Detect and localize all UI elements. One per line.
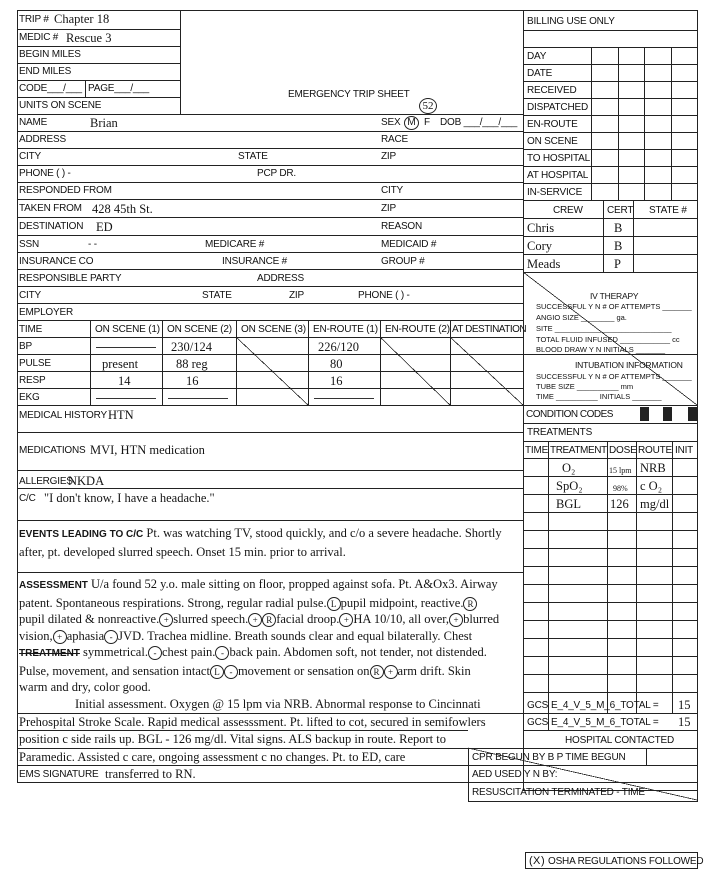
ekg-onscene1-blank — [96, 398, 156, 399]
osha-mark-open: ( — [529, 855, 533, 867]
assessment-line-3a: pupil dilated & nonreactive. — [19, 612, 160, 626]
insurance-co-label: INSURANCE CO — [19, 256, 94, 267]
treat-1-treatment[interactable]: O₂ — [562, 461, 576, 475]
allergies-value[interactable]: NKDA — [68, 474, 105, 488]
gcs-row-1[interactable]: E_4_V_5_M_6_TOTAL = — [551, 700, 659, 711]
treatments-title: TREATMENTS — [527, 427, 593, 438]
medicare-label: MEDICARE # — [205, 239, 265, 250]
iv-line-3: SITE ____________________________ — [536, 324, 672, 333]
plus-circle-icon: + — [449, 613, 463, 627]
crew-3-cert[interactable]: P — [614, 257, 621, 271]
plus-circle-icon: + — [384, 665, 398, 679]
city2-label: CITY — [381, 185, 403, 196]
aed-used-label: AED USED Y N BY: — [472, 769, 558, 780]
phone3-label: PHONE ( ) - — [358, 290, 410, 301]
crew-2-cert[interactable]: B — [614, 239, 623, 253]
billing-onscene: ON SCENE — [527, 136, 578, 147]
cpr-begun-label: CPR BEGUN BY B P TIME BEGUN — [472, 752, 626, 763]
treatment-line-2: Prehospital Stroke Scale. Rapid medical assesssment. Pt. lifted to cot, secured in semifowlers — [19, 714, 486, 729]
pulse-onscene1[interactable]: present — [102, 357, 139, 371]
billing-title: BILLING USE ONLY — [527, 16, 615, 27]
treatment-line-4: Paramedic. Assisted c care, ongoing assessment c no changes. Pt. to ED, care — [19, 749, 406, 764]
billing-day: DAY — [527, 51, 547, 62]
state-label: STATE — [238, 151, 268, 162]
vitals-col-enroute1: EN-ROUTE (1) — [313, 324, 378, 335]
treat-2-route[interactable]: c O₂ — [640, 479, 663, 493]
gcs-total-1[interactable]: 15 — [678, 698, 691, 712]
zip3-label: ZIP — [289, 290, 304, 301]
sex-m[interactable]: M — [404, 116, 419, 130]
treat-col-dose: DOSE — [609, 445, 637, 456]
assessment-line-1: U/a found 52 y.o. male sitting on floor, propped against sofa. Pt. A&Ox3. Airway — [91, 577, 498, 591]
zip-label: ZIP — [381, 151, 396, 162]
trip-value[interactable]: Chapter 18 — [54, 12, 110, 26]
trip-label: TRIP # — [19, 14, 49, 25]
responsible-label: RESPONSIBLE PARTY — [19, 273, 122, 284]
treatment-paragraph[interactable] — [19, 696, 524, 766]
iv-line-5: BLOOD DRAW Y N INITIALS _______ — [536, 345, 666, 354]
medic-label: MEDIC # — [19, 32, 59, 43]
name-label: NAME — [19, 117, 48, 128]
minus-circle-icon: - — [224, 665, 238, 679]
treat-col-time: TIME — [525, 445, 549, 456]
assessment-line-6a: Pulse, movement, and sensation intact — [19, 663, 210, 678]
vitals-col-onscene2: ON SCENE (2) — [167, 324, 232, 335]
plus-circle-icon: + — [159, 613, 173, 627]
insurance-num-label: INSURANCE # — [222, 256, 288, 267]
assessment-line-2a: patent. Spontaneous respirations. Strong, regular radial pulse. — [19, 595, 327, 610]
city-label: CITY — [19, 151, 41, 162]
resp-onscene1[interactable]: 14 — [118, 374, 131, 388]
billing-tohospital: TO HOSPITAL — [527, 153, 591, 164]
destination-value[interactable]: ED — [96, 220, 113, 234]
state3-label: STATE — [202, 290, 232, 301]
responded-label: RESPONDED FROM — [19, 185, 112, 196]
plus-circle-icon: + — [248, 613, 262, 627]
intubation-line-1: SUCCESSFUL Y N # OF ATTEMPTS _______ — [536, 372, 692, 381]
cc-label: C/C — [19, 493, 36, 504]
assessment-line-4a: vision, — [19, 628, 53, 643]
treat-3-dose[interactable]: 126 — [610, 497, 629, 511]
assessment-line-3b: slurred speech. — [173, 612, 249, 626]
assessment-paragraph[interactable] — [19, 576, 519, 696]
allergies-label: ALLERGIES — [19, 476, 73, 487]
page-label: PAGE___/___ — [88, 83, 149, 94]
taken-label: TAKEN FROM — [19, 203, 82, 214]
reason-label: REASON — [381, 221, 423, 232]
treat-3-treatment[interactable]: BGL — [556, 497, 581, 511]
assessment-line-2b: pupil midpoint, reactive. — [340, 595, 464, 610]
minus-circle-icon: - — [148, 646, 162, 660]
dob-label: DOB ___/___/___ — [440, 117, 518, 128]
resp-enroute1[interactable]: 16 — [330, 374, 343, 388]
billing-athospital: AT HOSPITAL — [527, 170, 589, 181]
billing-inservice: IN-SERVICE — [527, 187, 583, 198]
ekg-enroute1-blank — [314, 398, 374, 399]
treatment-label: TREATMENT — [19, 648, 80, 659]
intubation-title: INTUBATION INFORMATION — [575, 360, 683, 370]
gcs-label-2: GCS — [527, 717, 549, 728]
destination-label: DESTINATION — [19, 221, 84, 232]
form-title: EMERGENCY TRIP SHEET — [288, 89, 410, 100]
bp-onscene2[interactable]: 230/124 — [171, 340, 212, 354]
ekg-onscene2-blank — [168, 398, 228, 399]
right-circle-icon: R — [262, 613, 276, 627]
pcp-label: PCP DR. — [257, 168, 296, 179]
employer-label: EMPLOYER — [19, 307, 73, 318]
vitals-col-onscene3: ON SCENE (3) — [241, 324, 306, 335]
cc-value[interactable]: "I don't know, I have a headache." — [44, 491, 215, 505]
vitals-row-bp: BP — [19, 341, 32, 352]
ssn-dashes: - - — [88, 239, 97, 250]
assessment-line-5a: symmetrical. — [83, 645, 148, 659]
code-label: CODE___/___ — [19, 83, 82, 94]
osha-label: OSHA REGULATIONS FOLLOWED — [548, 856, 704, 867]
events-line-1: Pt. was watching TV, stood quickly, and c/o a severe headache. Shortly — [146, 526, 502, 540]
treat-2-dose[interactable]: 98% — [613, 484, 628, 493]
iv-line-4: TOTAL FLUID INFUSED ____________ cc — [536, 335, 680, 344]
medical-history-value[interactable]: HTN — [108, 408, 134, 422]
medications-value[interactable]: MVI, HTN medication — [90, 443, 205, 457]
events-paragraph[interactable] — [19, 525, 519, 560]
events-label: EVENTS LEADING TO C/C — [19, 529, 144, 540]
osha-mark-close: ) — [541, 855, 545, 867]
crew-1-cert[interactable]: B — [614, 221, 623, 235]
vitals-row-ekg: EKG — [19, 392, 40, 403]
crew-2-name[interactable]: Cory — [527, 239, 552, 253]
ssn-label: SSN — [19, 239, 39, 250]
phone-label: PHONE ( ) - — [19, 168, 71, 179]
minus-circle-icon: - — [215, 646, 229, 660]
treat-col-treatment: TREATMENT — [550, 445, 607, 456]
vitals-row-pulse: PULSE — [19, 358, 51, 369]
gcs-row-2[interactable]: E_4_V_5_M_6_TOTAL = — [551, 717, 659, 728]
taken-value[interactable]: 428 45th St. — [92, 202, 153, 216]
minus-circle-icon: - — [104, 630, 118, 644]
medications-label: MEDICATIONS — [19, 445, 86, 456]
end-miles-label: END MILES — [19, 66, 72, 77]
bp-enroute1[interactable]: 226/120 — [318, 340, 359, 354]
assessment-line-5b: chest pain. — [161, 645, 216, 659]
intubation-line-3: TIME __________ INITIALS _______ — [536, 392, 662, 401]
assessment-line-5c: back pain. Abdomen soft, not tender, not distended. — [229, 645, 487, 659]
sex-label: SEX — [381, 117, 401, 128]
assessment-line-3d: HA 10/10, all over, — [353, 612, 450, 626]
treat-1-dose[interactable]: 15 lpm — [609, 466, 632, 475]
city3-label: CITY — [19, 290, 41, 301]
units-label: UNITS ON SCENE — [19, 100, 102, 111]
vitals-col-time: TIME — [19, 324, 43, 335]
begin-miles-label: BEGIN MILES — [19, 49, 81, 60]
assessment-line-4c: JVD. Trachea midline. Breath sounds clear and equal bilaterally. Chest — [118, 628, 473, 643]
treatment-line-3: position c side rails up. BGL - 126 mg/dl. Vital signs. ALS backup in route. Report to — [19, 732, 446, 747]
iv-title: IV THERAPY — [590, 291, 639, 301]
hospital-contacted-label: HOSPITAL CONTACTED — [565, 735, 675, 746]
bp-onscene1-blank — [96, 347, 156, 348]
treat-col-init: INIT — [675, 445, 694, 456]
billing-dispatched: DISPATCHED — [527, 102, 588, 113]
medicaid-label: MEDICAID # — [381, 239, 437, 250]
state-num-label: STATE # — [649, 205, 687, 216]
pulse-enroute1[interactable]: 80 — [330, 357, 343, 371]
treat-2-treatment[interactable]: SpO₂ — [556, 479, 583, 493]
right-circle-icon: R — [463, 597, 477, 611]
pulse-onscene2[interactable]: 88 reg — [176, 357, 208, 371]
address-label: ADDRESS — [19, 134, 66, 145]
plus-circle-icon: + — [339, 613, 353, 627]
gcs-total-2[interactable]: 15 — [678, 715, 691, 729]
billing-date: DATE — [527, 68, 553, 79]
zip2-label: ZIP — [381, 203, 396, 214]
ems-signature-label: EMS SIGNATURE — [19, 769, 99, 780]
circled-age: 52 — [419, 98, 437, 114]
crew-1-name[interactable]: Chris — [527, 221, 555, 235]
medical-history-label: MEDICAL HISTORY — [19, 410, 107, 421]
vitals-col-enroute2: EN-ROUTE (2) — [385, 324, 450, 335]
treat-1-route[interactable]: NRB — [640, 461, 666, 475]
crew-3-name[interactable]: Meads — [527, 257, 561, 271]
assessment-line-6c: arm drift. Skin — [397, 663, 471, 678]
resuscitation-label: RESUSCITATION TERMINATED - TIME — [472, 787, 645, 798]
billing-enroute: EN-ROUTE — [527, 119, 578, 130]
address2-label: ADDRESS — [257, 273, 304, 284]
crew-label: CREW — [553, 205, 583, 216]
osha-checkbox[interactable]: X — [533, 855, 541, 867]
gcs-label-1: GCS — [527, 700, 549, 711]
treatment-line-1: Initial assessment. Oxygen @ 15 lpm via NRB. Abnormal response to Cincinnati — [75, 697, 481, 711]
assessment-label: ASSESSMENT — [19, 580, 88, 591]
vitals-col-onscene1: ON SCENE (1) — [95, 324, 160, 335]
vitals-row-resp: RESP — [19, 375, 46, 386]
billing-received: RECEIVED — [527, 85, 577, 96]
treat-col-route: ROUTE — [638, 445, 673, 456]
events-line-2: after, pt. developed slurred speech. Onset 15 min. prior to arrival. — [19, 544, 346, 559]
assessment-line-4b: aphasia — [66, 628, 105, 643]
assessment-line-3c: facial droop. — [276, 612, 340, 626]
assessment-line-6b: movement or sensation on — [237, 663, 370, 678]
treat-3-route[interactable]: mg/dl — [640, 497, 670, 511]
intubation-line-2: TUBE SIZE __________ mm — [536, 382, 634, 391]
sex-f[interactable]: F — [424, 117, 430, 128]
iv-line-1: SUCCESSFUL Y N # OF ATTEMPTS _______ — [536, 302, 692, 311]
assessment-line-3e: blurred — [463, 612, 500, 626]
iv-line-2: ANGIO SIZE ________ ga. — [536, 313, 627, 322]
plus-circle-icon: + — [53, 630, 67, 644]
resp-onscene2[interactable]: 16 — [186, 374, 199, 388]
race-label: RACE — [381, 134, 408, 145]
assessment-line-7: warm and dry, color good. — [19, 680, 151, 694]
condition-codes-label: CONDITION CODES — [526, 409, 613, 420]
group-label: GROUP # — [381, 256, 425, 267]
vitals-col-destination: AT DESTINATION — [452, 324, 527, 335]
ems-signature-value[interactable]: transferred to RN. — [105, 767, 196, 781]
cert-label: CERT — [607, 205, 634, 216]
right-circle-icon: R — [370, 665, 384, 679]
name-value[interactable]: Brian — [90, 116, 118, 130]
left-circle-icon: L — [210, 665, 224, 679]
left-circle-icon: L — [327, 597, 341, 611]
medic-value[interactable]: Rescue 3 — [66, 31, 112, 45]
